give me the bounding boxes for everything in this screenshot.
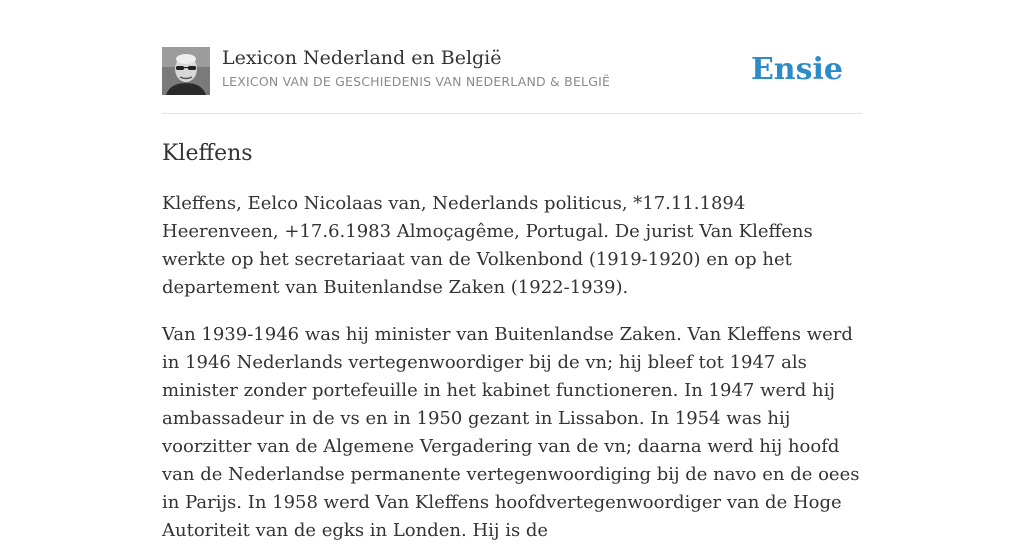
ensie-logo[interactable]: Ensie (750, 52, 843, 87)
avatar[interactable] (162, 47, 210, 95)
author-portrait-icon (162, 47, 210, 95)
source-title[interactable]: Lexicon Nederland en België (222, 47, 502, 69)
content-container (162, 46, 862, 545)
article-paragraph: Van 1939-1946 was hij minister van Buitenlandse Zaken. Van Kleffens werd in 1946 Nederlands vertegenwoordiger bij de vn; hij bleef tot 1947 als minister zonder portefeuille in het kabinet functioneren. In 1947 werd hij ambassadeur in de vs en in 1950 gezant in Lissabon. In 1954 was hij voorzitter van de Algemene Vergadering van de vn; daarna werd hij hoofd van de Nederlandse permanente vertegenwoordiging bij de navo en de oees in Parijs. In 1958 werd Van Kleffens hoofdvertegenwoordiger van de Hoge Autoriteit van de egks in Londen. Hij is de (162, 324, 860, 541)
article-paragraph: Kleffens, Eelco Nicolaas van, Nederlands politicus, *17.11.1894 Heerenveen, +17.6.1983 Almoçagême, Portugal. De jurist Van Kleffens werkte op het secretariaat van de Volkenbond (1919-1920) en op het departement van Buitenlandse Zaken (1922-1939). (162, 193, 813, 298)
source-subtitle: LEXICON VAN DE GESCHIEDENIS VAN NEDERLAND & BELGIË (222, 74, 611, 89)
article-title: Kleffens (162, 141, 253, 166)
source-header (162, 46, 862, 114)
